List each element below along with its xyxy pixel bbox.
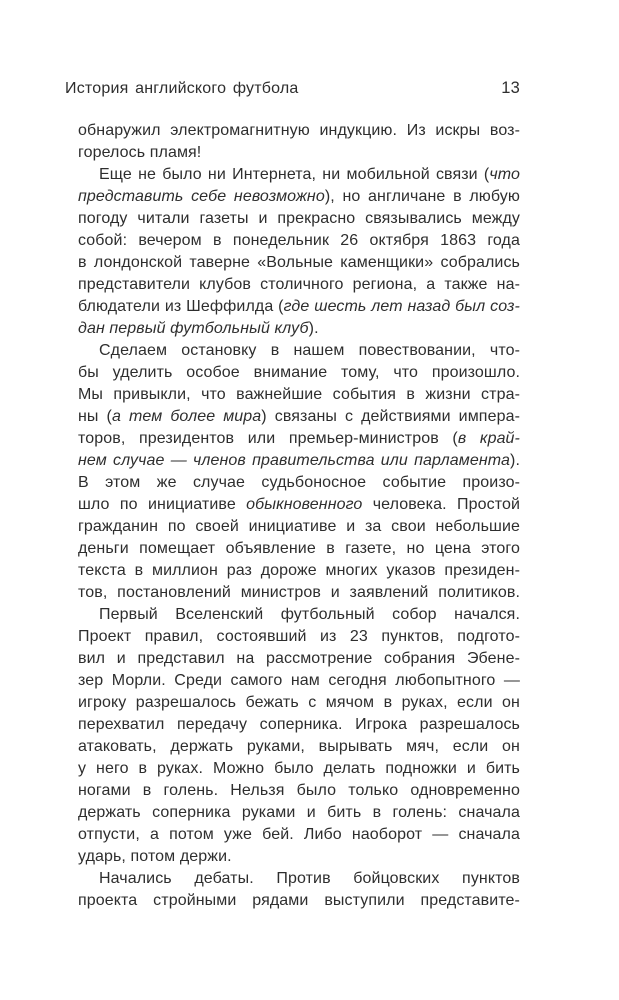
text-run: Мы привыкли, что важнейшие события в жизни стра- xyxy=(78,386,520,403)
text-run: Сделаем остановку в нашем повествовании, что- xyxy=(99,342,520,359)
text-run: горелось пламя! xyxy=(78,144,202,161)
text-run: в лондонской таверне «Вольные каменщики» собрались xyxy=(78,254,520,271)
text-run: гражданин по своей инициативе и за свои небольшие xyxy=(78,518,520,535)
text-run: тов, постановлений министров и заявлений политиков. xyxy=(78,584,520,601)
paragraph xyxy=(78,868,520,912)
text-line xyxy=(78,450,520,472)
italic-run: где шесть лет назад был соз- xyxy=(283,298,520,315)
paragraph xyxy=(78,164,520,340)
text-run: ), но англичане в любую xyxy=(324,188,520,205)
text-run: атаковать, держать руками, вырывать мяч, если он xyxy=(78,738,520,755)
text-run: перехватил передачу соперника. Игрока разрешалось xyxy=(78,716,520,733)
text-line xyxy=(78,318,520,340)
text-line xyxy=(78,714,520,736)
text-line xyxy=(78,296,520,318)
text-run: Проект правил, состоявший из 23 пунктов, подгото- xyxy=(78,628,520,645)
italic-run: в край- xyxy=(457,430,520,447)
italic-run: нем случае — членов правительства или парламента xyxy=(78,452,511,469)
text-line xyxy=(78,802,520,824)
paragraph xyxy=(78,120,520,164)
body-text xyxy=(78,120,520,912)
text-line xyxy=(78,758,520,780)
text-line xyxy=(78,252,520,274)
text-run: деньги помещает объявление в газете, но цена этого xyxy=(78,540,520,557)
page-number: 13 xyxy=(501,79,520,97)
text-run: ). xyxy=(308,320,319,337)
running-title: История английского футбола xyxy=(65,80,299,97)
text-line xyxy=(78,780,520,802)
text-run: обнаружил электромагнитную индукцию. Из искры воз- xyxy=(78,122,520,139)
text-run: ударь, потом держи. xyxy=(78,848,232,865)
text-line xyxy=(78,120,520,142)
italic-run: а тем более мира xyxy=(111,408,262,425)
text-run: ногами в голень. Нельзя было только одновременно xyxy=(78,782,520,799)
text-line xyxy=(78,692,520,714)
text-line xyxy=(78,142,520,164)
text-line xyxy=(78,736,520,758)
text-line xyxy=(78,846,520,868)
text-line xyxy=(78,868,520,890)
text-line xyxy=(78,890,520,912)
text-run: человека. Простой xyxy=(362,496,520,513)
text-run: Первый Вселенский футбольный собор начался. xyxy=(99,606,520,623)
text-line xyxy=(78,626,520,648)
text-line xyxy=(78,230,520,252)
text-line xyxy=(78,648,520,670)
text-line xyxy=(78,428,520,450)
text-line xyxy=(78,604,520,626)
italic-run: дан первый футбольный клуб xyxy=(78,320,309,337)
text-run: погоду читали газеты и прекрасно связывались между xyxy=(78,210,520,227)
text-line xyxy=(78,384,520,406)
italic-run: представить себе невозможно xyxy=(78,188,325,205)
text-run: блюдатели из Шеффилда ( xyxy=(78,298,284,315)
text-run: ) связаны с действиями импера- xyxy=(261,408,520,425)
text-line xyxy=(78,670,520,692)
text-run: вил и представил на рассмотрение собрания Эбене- xyxy=(78,650,520,667)
italic-run: обыкновенного xyxy=(246,496,363,513)
text-line xyxy=(78,208,520,230)
text-run: зер Морли. Среди самого нам сегодня любопытного — xyxy=(78,672,520,689)
text-line xyxy=(78,406,520,428)
text-line xyxy=(78,560,520,582)
text-line xyxy=(78,164,520,186)
text-run: представители клубов столичного региона, а также на- xyxy=(78,276,520,293)
text-run: ). xyxy=(510,452,520,469)
text-run: Начались дебаты. Против бойцовских пунктов xyxy=(99,870,520,887)
text-run: держать соперника руками и бить в голень: сначала xyxy=(78,804,520,821)
text-run: бы уделить особое внимание тому, что произошло. xyxy=(78,364,520,381)
text-run: Еще не было ни Интернета, ни мобильной связи ( xyxy=(99,166,490,183)
text-run: проекта стройными рядами выступили представите- xyxy=(78,892,520,909)
text-line xyxy=(78,516,520,538)
text-run: отпусти, а потом уже бей. Либо наоборот — сначала xyxy=(78,826,520,843)
text-line xyxy=(78,274,520,296)
text-run: игроку разрешалось бежать с мячом в руках, если он xyxy=(78,694,520,711)
text-line xyxy=(78,362,520,384)
paragraph xyxy=(78,340,520,604)
running-header xyxy=(65,79,520,98)
text-line xyxy=(78,538,520,560)
text-line xyxy=(78,186,520,208)
text-run: у него в руках. Можно было делать подножки и бить xyxy=(78,760,520,777)
text-line xyxy=(78,472,520,494)
text-run: ны ( xyxy=(78,408,112,425)
text-line xyxy=(78,340,520,362)
text-line xyxy=(78,582,520,604)
text-run: В этом же случае судьбоносное событие произо- xyxy=(78,474,520,491)
text-run: собой: вечером в понедельник 26 октября 1863 года xyxy=(78,232,520,249)
text-run: торов, президентов или премьер-министров ( xyxy=(78,430,458,447)
text-run: шло по инициативе xyxy=(78,496,247,513)
text-line xyxy=(78,494,520,516)
paragraph xyxy=(78,604,520,868)
text-line xyxy=(78,824,520,846)
italic-run: что xyxy=(489,166,520,183)
text-run: текста в миллион раз дороже многих указов президен- xyxy=(78,562,520,579)
